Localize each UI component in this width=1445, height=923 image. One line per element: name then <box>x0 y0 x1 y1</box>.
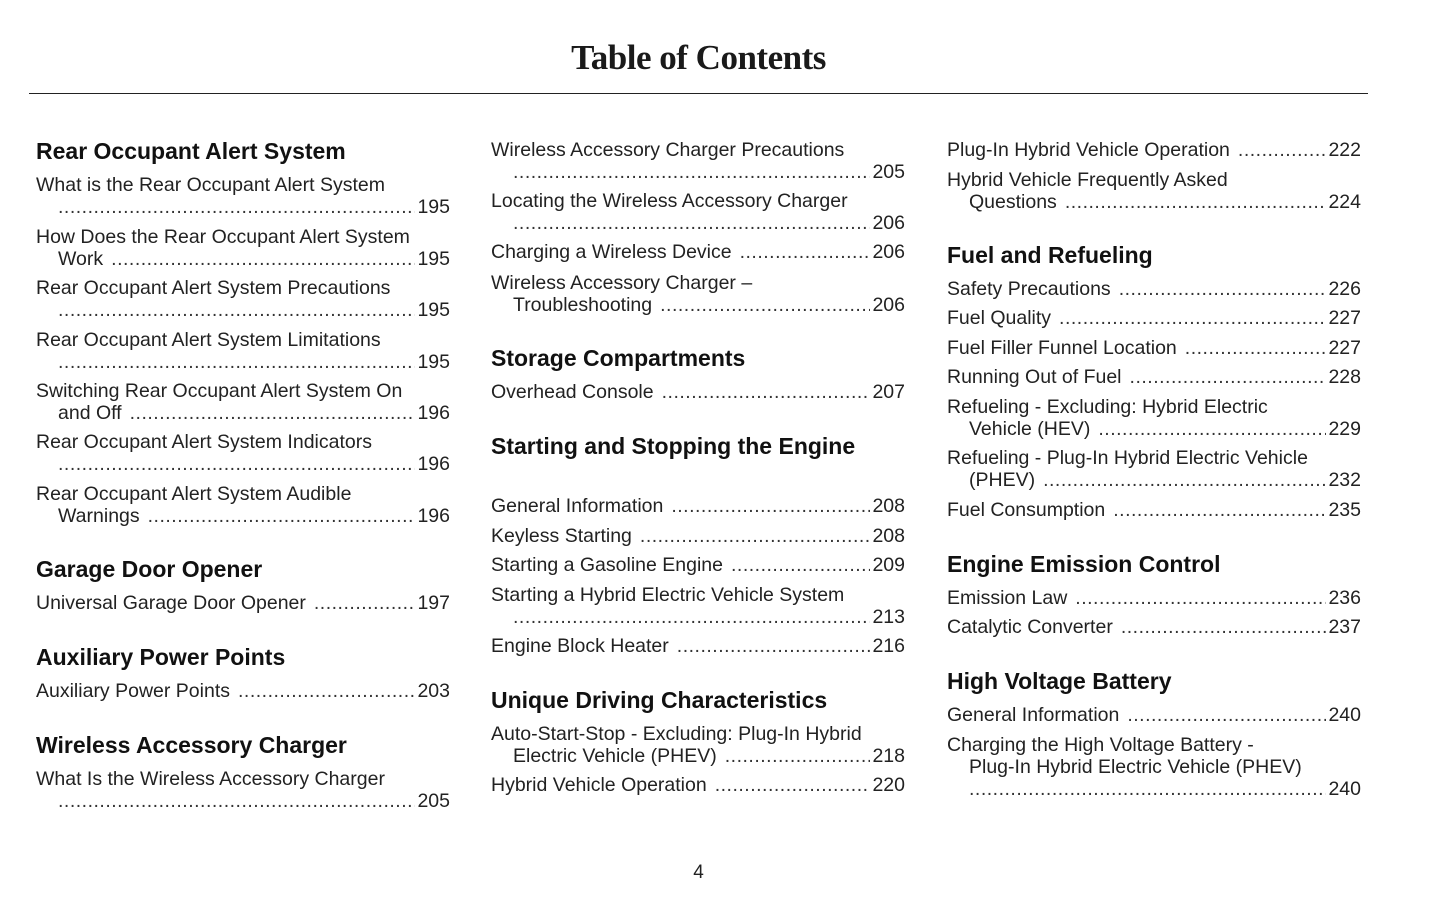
entry-label: Charging the High Voltage Battery - <box>947 734 1254 756</box>
entry-label: Emission Law <box>947 587 1068 609</box>
toc-entry[interactable] <box>947 337 1361 359</box>
entry-label: Fuel Quality <box>947 307 1052 329</box>
section-heading: Fuel and Refueling <box>947 242 1153 268</box>
dot-leader <box>662 381 871 403</box>
entry-label: How Does the Rear Occupant Alert System <box>36 226 410 248</box>
dot-leader <box>969 778 1326 800</box>
dot-leader <box>238 680 415 702</box>
dot-leader <box>111 248 415 270</box>
entry-label: General Information <box>491 495 664 517</box>
toc-entry[interactable] <box>491 241 905 263</box>
entry-label: Auto-Start-Stop - Excluding: Plug-In Hybrid <box>491 723 862 745</box>
entry-label: Running Out of Fuel <box>947 366 1122 388</box>
toc-entry[interactable] <box>36 329 450 373</box>
entry-page: 236 <box>1328 587 1361 609</box>
page-title: Table of Contents <box>571 38 826 77</box>
toc-entry[interactable] <box>947 139 1361 161</box>
entry-label: Rear Occupant Alert System Indicators <box>36 431 372 453</box>
entry-page: 208 <box>872 525 905 547</box>
entry-page: 227 <box>1328 307 1361 329</box>
section-heading: Wireless Accessory Charger <box>36 732 347 758</box>
toc-entry[interactable] <box>36 680 450 702</box>
entry-label-cont: Vehicle (HEV) <box>969 418 1091 440</box>
entry-label: Starting a Gasoline Engine <box>491 554 723 576</box>
dot-leader <box>715 774 871 796</box>
entry-label-cont: Plug-In Hybrid Electric Vehicle (PHEV) <box>969 756 1302 778</box>
toc-entry[interactable] <box>491 554 905 576</box>
toc-entry[interactable] <box>947 704 1361 726</box>
entry-label: What Is the Wireless Accessory Charger <box>36 768 385 790</box>
entry-label: Engine Block Heater <box>491 635 669 657</box>
dot-leader <box>1185 337 1327 359</box>
entry-label: Catalytic Converter <box>947 616 1113 638</box>
entry-label: What is the Rear Occupant Alert System <box>36 174 385 196</box>
entry-page: 209 <box>872 554 905 576</box>
toc-entry[interactable] <box>947 616 1361 638</box>
dot-leader <box>1075 587 1326 609</box>
toc-entry[interactable] <box>491 635 905 657</box>
entry-page: 208 <box>872 495 905 517</box>
dot-leader <box>1065 191 1327 213</box>
entry-page: 218 <box>872 745 905 767</box>
toc-entry[interactable] <box>947 278 1361 300</box>
toc-entry[interactable] <box>36 483 450 527</box>
entry-page: 203 <box>417 680 450 702</box>
entry-page: 195 <box>417 299 450 321</box>
entry-page: 226 <box>1328 278 1361 300</box>
entry-page: 227 <box>1328 337 1361 359</box>
dot-leader <box>130 402 416 424</box>
toc-entry[interactable] <box>491 723 905 767</box>
entry-page: 240 <box>1328 704 1361 726</box>
entry-label-cont: Electric Vehicle (PHEV) <box>513 745 717 767</box>
entry-page: 216 <box>872 635 905 657</box>
dot-leader <box>58 299 415 321</box>
dot-leader <box>58 351 415 373</box>
toc-entry[interactable] <box>491 190 905 234</box>
toc-entry[interactable] <box>491 584 905 628</box>
entry-label-cont: Questions <box>969 191 1057 213</box>
title-divider <box>29 93 1368 94</box>
toc-entry[interactable] <box>947 587 1361 609</box>
entry-label: Keyless Starting <box>491 525 632 547</box>
section-heading: Rear Occupant Alert System <box>36 138 346 164</box>
toc-entry[interactable] <box>36 431 450 475</box>
entry-label: Hybrid Vehicle Operation <box>491 774 707 796</box>
entry-label-cont: and Off <box>58 402 122 424</box>
dot-leader <box>513 606 870 628</box>
section-heading: Garage Door Opener <box>36 556 263 582</box>
entry-label-cont: Warnings <box>58 505 140 527</box>
dot-leader <box>513 161 870 183</box>
toc-entry[interactable] <box>947 499 1361 521</box>
dot-leader <box>1113 499 1326 521</box>
entry-label-cont: Troubleshooting <box>513 294 653 316</box>
entry-page: 228 <box>1328 366 1361 388</box>
entry-label: Hybrid Vehicle Frequently Asked <box>947 169 1228 191</box>
entry-page: 195 <box>417 196 450 218</box>
entry-page: 195 <box>417 248 450 270</box>
entry-label: Wireless Accessory Charger Precautions <box>491 139 845 161</box>
entry-page: 197 <box>417 592 450 614</box>
entry-page: 224 <box>1328 191 1361 213</box>
toc-entry[interactable] <box>491 774 905 796</box>
entry-page: 196 <box>417 402 450 424</box>
entry-label: Safety Precautions <box>947 278 1111 300</box>
entry-page: 232 <box>1328 469 1361 491</box>
entry-page: 222 <box>1328 139 1361 161</box>
entry-page: 206 <box>872 294 905 316</box>
dot-leader <box>513 212 870 234</box>
entry-page: 205 <box>872 161 905 183</box>
entry-label: Rear Occupant Alert System Audible <box>36 483 352 505</box>
toc-entry[interactable] <box>947 734 1361 800</box>
entry-label: General Information <box>947 704 1120 726</box>
entry-page: 229 <box>1328 418 1361 440</box>
toc-entry[interactable] <box>947 366 1361 388</box>
entry-page: 205 <box>417 790 450 812</box>
dot-leader <box>725 745 871 767</box>
dot-leader <box>1127 704 1326 726</box>
entry-page: 206 <box>872 212 905 234</box>
entry-label: Locating the Wireless Accessory Charger <box>491 190 848 212</box>
section-heading: Unique Driving Characteristics <box>491 687 828 713</box>
entry-page: 235 <box>1328 499 1361 521</box>
entry-label-cont: Work <box>58 248 104 270</box>
dot-leader <box>58 453 415 475</box>
toc-entry[interactable] <box>36 768 450 812</box>
toc-entry[interactable] <box>491 495 905 517</box>
toc-entry[interactable] <box>36 226 450 270</box>
toc-entry[interactable] <box>947 396 1361 440</box>
dot-leader <box>1121 616 1327 638</box>
dot-leader <box>314 592 416 614</box>
entry-label: Fuel Consumption <box>947 499 1106 521</box>
entry-label: Rear Occupant Alert System Limitations <box>36 329 381 351</box>
dot-leader <box>731 554 870 576</box>
dot-leader <box>740 241 871 263</box>
entry-page: 220 <box>872 774 905 796</box>
toc-entry[interactable] <box>36 380 450 424</box>
section-heading: High Voltage Battery <box>947 668 1172 694</box>
entry-label: Fuel Filler Funnel Location <box>947 337 1177 359</box>
entry-label: Universal Garage Door Opener <box>36 592 306 614</box>
dot-leader <box>1098 418 1326 440</box>
dot-leader <box>1238 139 1327 161</box>
page-number: 4 <box>693 862 704 883</box>
dot-leader <box>58 790 415 812</box>
entry-label: Refueling - Plug-In Hybrid Electric Vehicle <box>947 447 1308 469</box>
entry-label-cont: (PHEV) <box>969 469 1036 491</box>
entry-label: Plug-In Hybrid Vehicle Operation <box>947 139 1230 161</box>
dot-leader <box>640 525 871 547</box>
toc-entry[interactable] <box>36 174 450 218</box>
dot-leader <box>1119 278 1327 300</box>
entry-label: Charging a Wireless Device <box>491 241 732 263</box>
toc-entry[interactable] <box>491 139 905 183</box>
entry-page: 195 <box>417 351 450 373</box>
dot-leader <box>148 505 416 527</box>
toc-entry[interactable] <box>36 592 450 614</box>
dot-leader <box>1043 469 1326 491</box>
entry-page: 206 <box>872 241 905 263</box>
section-heading: Starting and Stopping the Engine <box>491 433 856 459</box>
section-heading: Storage Compartments <box>491 345 746 371</box>
toc-entry[interactable] <box>947 447 1361 491</box>
entry-page: 196 <box>417 505 450 527</box>
toc-entry[interactable] <box>491 272 905 316</box>
entry-page: 213 <box>872 606 905 628</box>
entry-label: Starting a Hybrid Electric Vehicle System <box>491 584 845 606</box>
toc-entry[interactable] <box>491 381 905 403</box>
toc-entry[interactable] <box>947 169 1361 213</box>
dot-leader <box>671 495 870 517</box>
entry-label: Auxiliary Power Points <box>36 680 230 702</box>
entry-label: Overhead Console <box>491 381 654 403</box>
toc-entry[interactable] <box>947 307 1361 329</box>
dot-leader <box>677 635 871 657</box>
toc-entry[interactable] <box>491 525 905 547</box>
entry-label: Rear Occupant Alert System Precautions <box>36 277 391 299</box>
entry-label: Wireless Accessory Charger – <box>491 272 753 294</box>
entry-page: 196 <box>417 453 450 475</box>
section-heading: Auxiliary Power Points <box>36 644 286 670</box>
dot-leader <box>1130 366 1327 388</box>
section-heading: Engine Emission Control <box>947 551 1221 577</box>
entry-page: 240 <box>1328 778 1361 800</box>
dot-leader <box>1059 307 1326 329</box>
entry-page: 237 <box>1328 616 1361 638</box>
entry-label: Switching Rear Occupant Alert System On <box>36 380 403 402</box>
dot-leader <box>58 196 415 218</box>
entry-label: Refueling - Excluding: Hybrid Electric <box>947 396 1268 418</box>
toc-entry[interactable] <box>36 277 450 321</box>
dot-leader <box>660 294 870 316</box>
entry-page: 207 <box>872 381 905 403</box>
